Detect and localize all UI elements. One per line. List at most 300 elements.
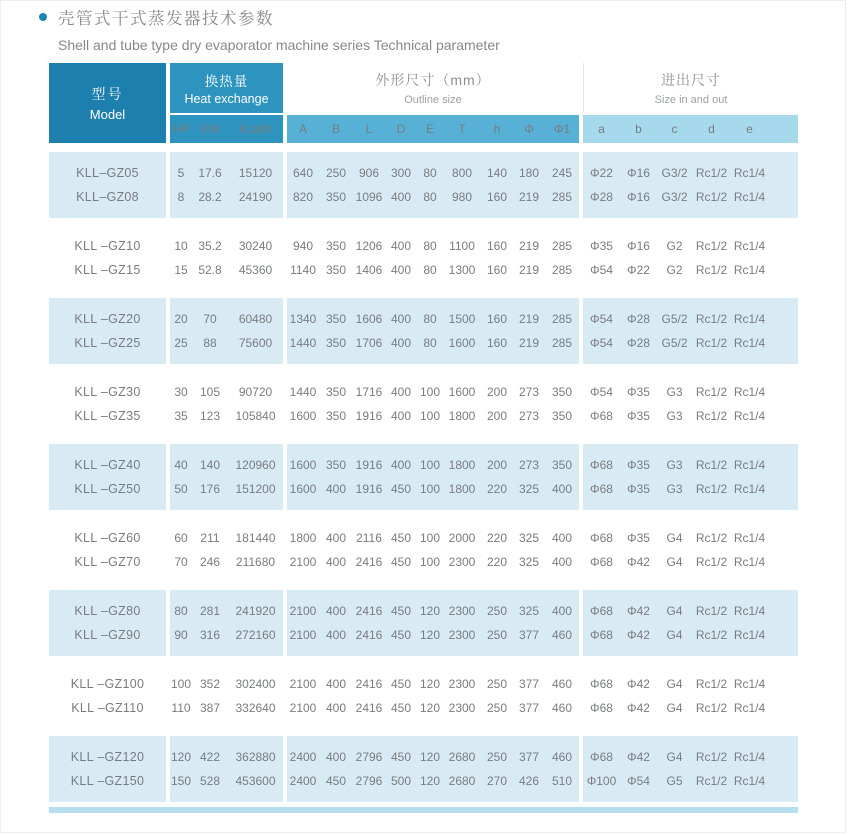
heat-value: 10 bbox=[174, 239, 188, 253]
inout-value: Φ35 bbox=[590, 239, 613, 253]
outline-value: 2680 bbox=[448, 774, 476, 788]
heat-value: 90720 bbox=[238, 385, 273, 399]
inout-value: G2 bbox=[666, 239, 683, 253]
outline-value: 1300 bbox=[448, 263, 476, 277]
outline-value: 2300 bbox=[448, 604, 476, 618]
heat-value: 176 bbox=[199, 482, 221, 496]
inout-value: Rc1/2 bbox=[695, 409, 728, 423]
outline-value: 325 bbox=[518, 531, 540, 545]
outline-value: 1100 bbox=[449, 239, 475, 253]
inout-value: Rc1/4 bbox=[733, 531, 766, 545]
inout-value: G4 bbox=[666, 555, 683, 569]
column-header-h: h bbox=[493, 122, 501, 136]
heat-section bbox=[170, 590, 283, 656]
outline-value: 460 bbox=[551, 750, 573, 764]
outline-value: 1800 bbox=[448, 482, 476, 496]
heat-value: 24190 bbox=[238, 190, 273, 204]
heat-value: 150 bbox=[170, 774, 192, 788]
heat-value: 362880 bbox=[235, 750, 276, 764]
inout-value: Φ68 bbox=[590, 555, 613, 569]
inout-value: G4 bbox=[666, 628, 683, 642]
outline-value: 1440 bbox=[289, 385, 317, 399]
outline-value: 219 bbox=[518, 239, 540, 253]
outline-value: 450 bbox=[390, 555, 412, 569]
inout-value: G4 bbox=[666, 604, 683, 618]
outline-value: 250 bbox=[486, 701, 508, 715]
inout-section bbox=[583, 444, 798, 510]
table-group bbox=[49, 225, 798, 291]
outline-value: 285 bbox=[551, 190, 573, 204]
column-header-hp: HP bbox=[172, 122, 190, 136]
outline-value: 1096 bbox=[355, 190, 383, 204]
inout-value: Rc1/4 bbox=[733, 628, 766, 642]
inout-value: Rc1/4 bbox=[733, 263, 766, 277]
header-heat-zh: 换热量 bbox=[204, 74, 249, 89]
inout-value: Rc1/2 bbox=[695, 336, 728, 350]
table-group bbox=[49, 736, 798, 802]
header-inout-column bbox=[583, 63, 798, 143]
heat-value: 302400 bbox=[235, 677, 276, 691]
heat-value: 5 bbox=[177, 166, 185, 180]
heat-value: 211 bbox=[200, 531, 220, 545]
title-row bbox=[39, 5, 500, 29]
heat-value: 40 bbox=[174, 458, 188, 472]
outline-value: 180 bbox=[518, 166, 540, 180]
outline-value: 350 bbox=[325, 312, 347, 326]
outline-value: 350 bbox=[551, 409, 573, 423]
outline-value: 1800 bbox=[448, 409, 476, 423]
heat-value: 30 bbox=[174, 385, 188, 399]
outline-value: 400 bbox=[551, 604, 573, 618]
header-heat-en: Heat exchange bbox=[184, 92, 269, 106]
outline-value: 250 bbox=[486, 628, 508, 642]
column-header-a: A bbox=[298, 122, 307, 136]
page-title-zh: 壳管式干式蒸发器技术参数 bbox=[58, 10, 274, 28]
heat-value: 120960 bbox=[235, 458, 276, 472]
inout-value: Φ68 bbox=[590, 531, 613, 545]
column-header-t: T bbox=[458, 122, 466, 136]
outline-value: 270 bbox=[486, 774, 508, 788]
heat-value: 70 bbox=[174, 555, 188, 569]
column-header-kw: KW bbox=[200, 122, 220, 136]
inout-value: Rc1/2 bbox=[695, 239, 728, 253]
outline-value: 1916 bbox=[355, 482, 383, 496]
header-outline-column bbox=[287, 63, 579, 143]
outline-value: 2300 bbox=[448, 555, 476, 569]
table-bottom-bar bbox=[49, 807, 798, 813]
heat-value: 15 bbox=[174, 263, 188, 277]
outline-value: 245 bbox=[551, 166, 573, 180]
inout-value: Rc1/4 bbox=[733, 677, 766, 691]
heat-subheader bbox=[170, 115, 283, 143]
heat-value: 181440 bbox=[235, 531, 276, 545]
model-value: KLL –GZ90 bbox=[74, 627, 141, 642]
outline-value: 100 bbox=[419, 458, 441, 472]
inout-value: Rc1/2 bbox=[695, 774, 728, 788]
outline-value: 906 bbox=[358, 166, 380, 180]
outline-value: 450 bbox=[390, 628, 412, 642]
outline-value: 1440 bbox=[289, 336, 317, 350]
outline-subheader bbox=[287, 115, 579, 143]
outline-value: 2416 bbox=[355, 628, 383, 642]
outline-value: 120 bbox=[419, 677, 441, 691]
heat-value: 70 bbox=[203, 312, 217, 326]
inout-section bbox=[583, 663, 798, 729]
outline-value: 2100 bbox=[289, 701, 317, 715]
outline-value: 120 bbox=[419, 604, 441, 618]
outline-value: 80 bbox=[423, 239, 437, 253]
outline-value: 400 bbox=[325, 750, 347, 764]
inout-value: G4 bbox=[666, 677, 683, 691]
inout-value: Φ68 bbox=[590, 482, 613, 496]
model-section bbox=[49, 298, 166, 364]
outline-value: 350 bbox=[325, 409, 347, 423]
model-value: KLL–GZ08 bbox=[76, 189, 139, 204]
outline-value: 1916 bbox=[355, 458, 383, 472]
outline-value: 220 bbox=[486, 531, 508, 545]
inout-value: Φ54 bbox=[590, 336, 613, 350]
outline-value: 2416 bbox=[355, 701, 383, 715]
outline-value: 80 bbox=[423, 263, 437, 277]
inout-value: Φ54 bbox=[590, 312, 613, 326]
inout-value: Rc1/2 bbox=[695, 750, 728, 764]
inout-value: Φ68 bbox=[590, 458, 613, 472]
outline-section bbox=[287, 225, 579, 291]
heat-section bbox=[170, 736, 283, 802]
model-section bbox=[49, 736, 166, 802]
outline-value: 450 bbox=[390, 677, 412, 691]
inout-value: G3 bbox=[666, 385, 683, 399]
inout-value: Φ42 bbox=[627, 555, 650, 569]
inout-value: Rc1/2 bbox=[695, 701, 728, 715]
outline-value: 160 bbox=[486, 190, 508, 204]
outline-value: 2416 bbox=[355, 604, 383, 618]
heat-value: 528 bbox=[199, 774, 221, 788]
heat-value: 120 bbox=[170, 750, 192, 764]
model-value: KLL –GZ50 bbox=[74, 481, 141, 496]
outline-value: 400 bbox=[390, 263, 412, 277]
inout-section bbox=[583, 225, 798, 291]
header-outline-en: Outline size bbox=[404, 94, 462, 106]
outline-section bbox=[287, 663, 579, 729]
model-value: KLL –GZ10 bbox=[74, 238, 141, 253]
heat-value: 50 bbox=[174, 482, 188, 496]
outline-value: 460 bbox=[551, 677, 573, 691]
outline-value: 160 bbox=[486, 336, 508, 350]
inout-value: Φ28 bbox=[627, 336, 650, 350]
outline-section bbox=[287, 298, 579, 364]
heat-value: 110 bbox=[171, 701, 191, 715]
outline-value: 250 bbox=[325, 166, 347, 180]
outline-value: 325 bbox=[518, 555, 540, 569]
heat-value: 30240 bbox=[238, 239, 273, 253]
heat-value: 422 bbox=[199, 750, 221, 764]
header-inout-en: Size in and out bbox=[654, 94, 728, 106]
model-value: KLL–GZ05 bbox=[76, 165, 139, 180]
heat-value: 15120 bbox=[238, 166, 273, 180]
heat-value: 20 bbox=[174, 312, 188, 326]
inout-value: Rc1/4 bbox=[733, 385, 766, 399]
outline-value: 500 bbox=[390, 774, 412, 788]
outline-value: 400 bbox=[325, 482, 347, 496]
inout-value: Φ42 bbox=[627, 701, 650, 715]
model-value: KLL –GZ30 bbox=[74, 384, 141, 399]
model-section bbox=[49, 663, 166, 729]
outline-value: 400 bbox=[325, 531, 347, 545]
outline-value: 400 bbox=[325, 677, 347, 691]
outline-value: 2116 bbox=[356, 531, 382, 545]
inout-value: Rc1/4 bbox=[733, 312, 766, 326]
inout-value: Φ42 bbox=[627, 604, 650, 618]
heat-value: 90 bbox=[174, 628, 188, 642]
inout-value: Φ35 bbox=[627, 409, 650, 423]
model-value: KLL –GZ150 bbox=[70, 773, 145, 788]
outline-value: 400 bbox=[390, 239, 412, 253]
heat-value: 352 bbox=[199, 677, 221, 691]
model-section bbox=[49, 590, 166, 656]
heat-section bbox=[170, 444, 283, 510]
heat-value: 387 bbox=[199, 701, 221, 715]
outline-value: 80 bbox=[423, 166, 437, 180]
table-group bbox=[49, 298, 798, 364]
heat-value: 17.6 bbox=[198, 166, 222, 180]
inout-value: Φ35 bbox=[627, 531, 650, 545]
outline-value: 1916 bbox=[355, 409, 383, 423]
inout-value: Φ35 bbox=[627, 482, 650, 496]
outline-value: 400 bbox=[551, 531, 573, 545]
outline-value: 160 bbox=[486, 312, 508, 326]
column-header-c: c bbox=[671, 122, 678, 136]
outline-value: 2100 bbox=[289, 604, 317, 618]
header-model-zh: 型号 bbox=[91, 86, 124, 102]
heat-section bbox=[170, 298, 283, 364]
outline-value: 2100 bbox=[289, 677, 317, 691]
heat-value: 52.8 bbox=[198, 263, 222, 277]
outline-value: 2400 bbox=[289, 774, 317, 788]
outline-value: 2300 bbox=[448, 628, 476, 642]
outline-value: 1800 bbox=[289, 531, 317, 545]
outline-value: 2300 bbox=[448, 677, 476, 691]
heat-value: 140 bbox=[199, 458, 221, 472]
outline-section bbox=[287, 517, 579, 583]
inout-section bbox=[583, 152, 798, 218]
inout-value: G4 bbox=[666, 701, 683, 715]
inout-value: G4 bbox=[666, 750, 683, 764]
inout-value: Rc1/2 bbox=[695, 458, 728, 472]
heat-value: 241920 bbox=[235, 604, 276, 618]
heat-value: 105 bbox=[199, 385, 221, 399]
outline-value: 2100 bbox=[289, 628, 317, 642]
header-heat bbox=[170, 63, 283, 113]
inout-section bbox=[583, 298, 798, 364]
outline-value: 285 bbox=[551, 312, 573, 326]
inout-value: Φ42 bbox=[627, 677, 650, 691]
outline-value: 400 bbox=[390, 336, 412, 350]
inout-value: Rc1/2 bbox=[695, 628, 728, 642]
outline-value: 2300 bbox=[448, 701, 476, 715]
heat-value: 60480 bbox=[238, 312, 273, 326]
outline-value: 800 bbox=[451, 166, 473, 180]
outline-value: 285 bbox=[551, 263, 573, 277]
outline-value: 100 bbox=[419, 482, 441, 496]
inout-value: G3 bbox=[666, 409, 683, 423]
outline-value: 350 bbox=[325, 263, 347, 277]
model-section bbox=[49, 225, 166, 291]
heat-value: 281 bbox=[199, 604, 221, 618]
column-header-b: B bbox=[331, 122, 340, 136]
outline-value: 1800 bbox=[448, 458, 476, 472]
model-section bbox=[49, 152, 166, 218]
column-header-kcal-h: Kcal/h bbox=[238, 122, 273, 136]
outline-value: 400 bbox=[390, 409, 412, 423]
outline-value: 219 bbox=[518, 263, 540, 277]
outline-value: 450 bbox=[390, 701, 412, 715]
inout-value: G3 bbox=[666, 482, 683, 496]
outline-value: 350 bbox=[551, 458, 573, 472]
outline-value: 1716 bbox=[355, 385, 383, 399]
outline-value: 2796 bbox=[355, 774, 383, 788]
inout-value: Φ22 bbox=[590, 166, 613, 180]
outline-value: 377 bbox=[518, 750, 540, 764]
bullet-icon bbox=[39, 13, 47, 21]
outline-value: 377 bbox=[518, 701, 540, 715]
heat-value: 123 bbox=[199, 409, 221, 423]
outline-section bbox=[287, 590, 579, 656]
inout-value: Φ54 bbox=[590, 263, 613, 277]
inout-value: Rc1/4 bbox=[733, 336, 766, 350]
model-value: KLL –GZ35 bbox=[74, 408, 141, 423]
inout-section bbox=[583, 736, 798, 802]
model-value: KLL –GZ110 bbox=[71, 700, 144, 715]
header-heat-column bbox=[170, 63, 283, 143]
outline-value: 325 bbox=[518, 604, 540, 618]
inout-value: Rc1/4 bbox=[733, 774, 766, 788]
outline-value: 400 bbox=[551, 482, 573, 496]
column-header-b: b bbox=[635, 122, 642, 136]
inout-value: Φ28 bbox=[627, 312, 650, 326]
outline-value: 640 bbox=[292, 166, 314, 180]
heat-value: 316 bbox=[199, 628, 221, 642]
column-header-phi1: Φ1 bbox=[553, 122, 571, 136]
page-title-en: Shell and tube type dry evaporator machine series Technical parameter bbox=[58, 37, 500, 53]
outline-value: 450 bbox=[390, 604, 412, 618]
column-header-l: L bbox=[365, 122, 373, 136]
inout-value: G5/2 bbox=[661, 312, 688, 326]
column-header-d: d bbox=[708, 122, 715, 136]
inout-value: Φ54 bbox=[590, 385, 613, 399]
inout-value: Φ68 bbox=[590, 750, 613, 764]
inout-section bbox=[583, 371, 798, 437]
outline-value: 350 bbox=[325, 336, 347, 350]
outline-value: 120 bbox=[419, 628, 441, 642]
heat-value: 75600 bbox=[238, 336, 273, 350]
inout-value: G3/2 bbox=[661, 190, 688, 204]
outline-value: 510 bbox=[551, 774, 573, 788]
heat-section bbox=[170, 225, 283, 291]
heat-section bbox=[170, 663, 283, 729]
heat-value: 60 bbox=[174, 531, 188, 545]
outline-value: 250 bbox=[486, 677, 508, 691]
outline-value: 350 bbox=[325, 239, 347, 253]
inout-value: Φ16 bbox=[627, 166, 650, 180]
heat-value: 25 bbox=[174, 336, 188, 350]
outline-value: 1340 bbox=[289, 312, 317, 326]
inout-value: Rc1/4 bbox=[733, 701, 766, 715]
outline-value: 100 bbox=[419, 555, 441, 569]
outline-value: 160 bbox=[486, 239, 508, 253]
outline-value: 80 bbox=[423, 312, 437, 326]
inout-value: Φ68 bbox=[590, 628, 613, 642]
outline-value: 220 bbox=[486, 555, 508, 569]
model-value: KLL –GZ40 bbox=[74, 457, 141, 472]
heat-value: 211680 bbox=[235, 555, 276, 569]
heat-value: 100 bbox=[170, 677, 192, 691]
model-value: KLL –GZ60 bbox=[74, 530, 141, 545]
outline-value: 2416 bbox=[355, 555, 383, 569]
outline-value: 820 bbox=[292, 190, 314, 204]
outline-value: 426 bbox=[518, 774, 540, 788]
outline-value: 450 bbox=[390, 482, 412, 496]
outline-section bbox=[287, 152, 579, 218]
inout-value: Φ42 bbox=[627, 750, 650, 764]
inout-value: Rc1/2 bbox=[695, 531, 728, 545]
inout-value: Φ68 bbox=[590, 409, 613, 423]
heat-value: 88 bbox=[203, 336, 217, 350]
inout-value: Rc1/2 bbox=[695, 604, 728, 618]
outline-value: 220 bbox=[486, 482, 508, 496]
outline-value: 1500 bbox=[448, 312, 476, 326]
outline-value: 2100 bbox=[289, 555, 317, 569]
outline-value: 400 bbox=[325, 628, 347, 642]
parameter-table bbox=[49, 63, 798, 813]
inout-value: Rc1/2 bbox=[695, 263, 728, 277]
inout-value: Φ68 bbox=[590, 604, 613, 618]
inout-value: Rc1/4 bbox=[733, 750, 766, 764]
outline-value: 2680 bbox=[448, 750, 476, 764]
heat-value: 246 bbox=[199, 555, 221, 569]
heat-value: 105840 bbox=[235, 409, 276, 423]
inout-section bbox=[583, 590, 798, 656]
outline-value: 219 bbox=[518, 312, 540, 326]
table-group bbox=[49, 517, 798, 583]
table-group bbox=[49, 152, 798, 218]
heat-value: 453600 bbox=[235, 774, 276, 788]
heat-section bbox=[170, 371, 283, 437]
heat-value: 28.2 bbox=[198, 190, 222, 204]
table-group bbox=[49, 444, 798, 510]
outline-value: 200 bbox=[486, 385, 508, 399]
outline-value: 120 bbox=[419, 774, 441, 788]
inout-value: G5/2 bbox=[661, 336, 688, 350]
outline-value: 250 bbox=[486, 750, 508, 764]
header-outline-zh: 外形尺寸（mm） bbox=[375, 72, 491, 88]
outline-value: 400 bbox=[325, 701, 347, 715]
outline-value: 1600 bbox=[289, 458, 317, 472]
inout-value: Rc1/2 bbox=[695, 190, 728, 204]
inout-value: Rc1/2 bbox=[695, 555, 728, 569]
inout-value: Rc1/4 bbox=[733, 555, 766, 569]
heat-value: 8 bbox=[177, 190, 185, 204]
outline-value: 300 bbox=[390, 166, 412, 180]
outline-value: 273 bbox=[518, 385, 540, 399]
header-outline bbox=[287, 63, 579, 113]
header-model bbox=[49, 63, 166, 143]
outline-value: 400 bbox=[325, 604, 347, 618]
outline-value: 285 bbox=[551, 239, 573, 253]
table-group bbox=[49, 371, 798, 437]
outline-value: 80 bbox=[423, 190, 437, 204]
outline-value: 980 bbox=[451, 190, 473, 204]
